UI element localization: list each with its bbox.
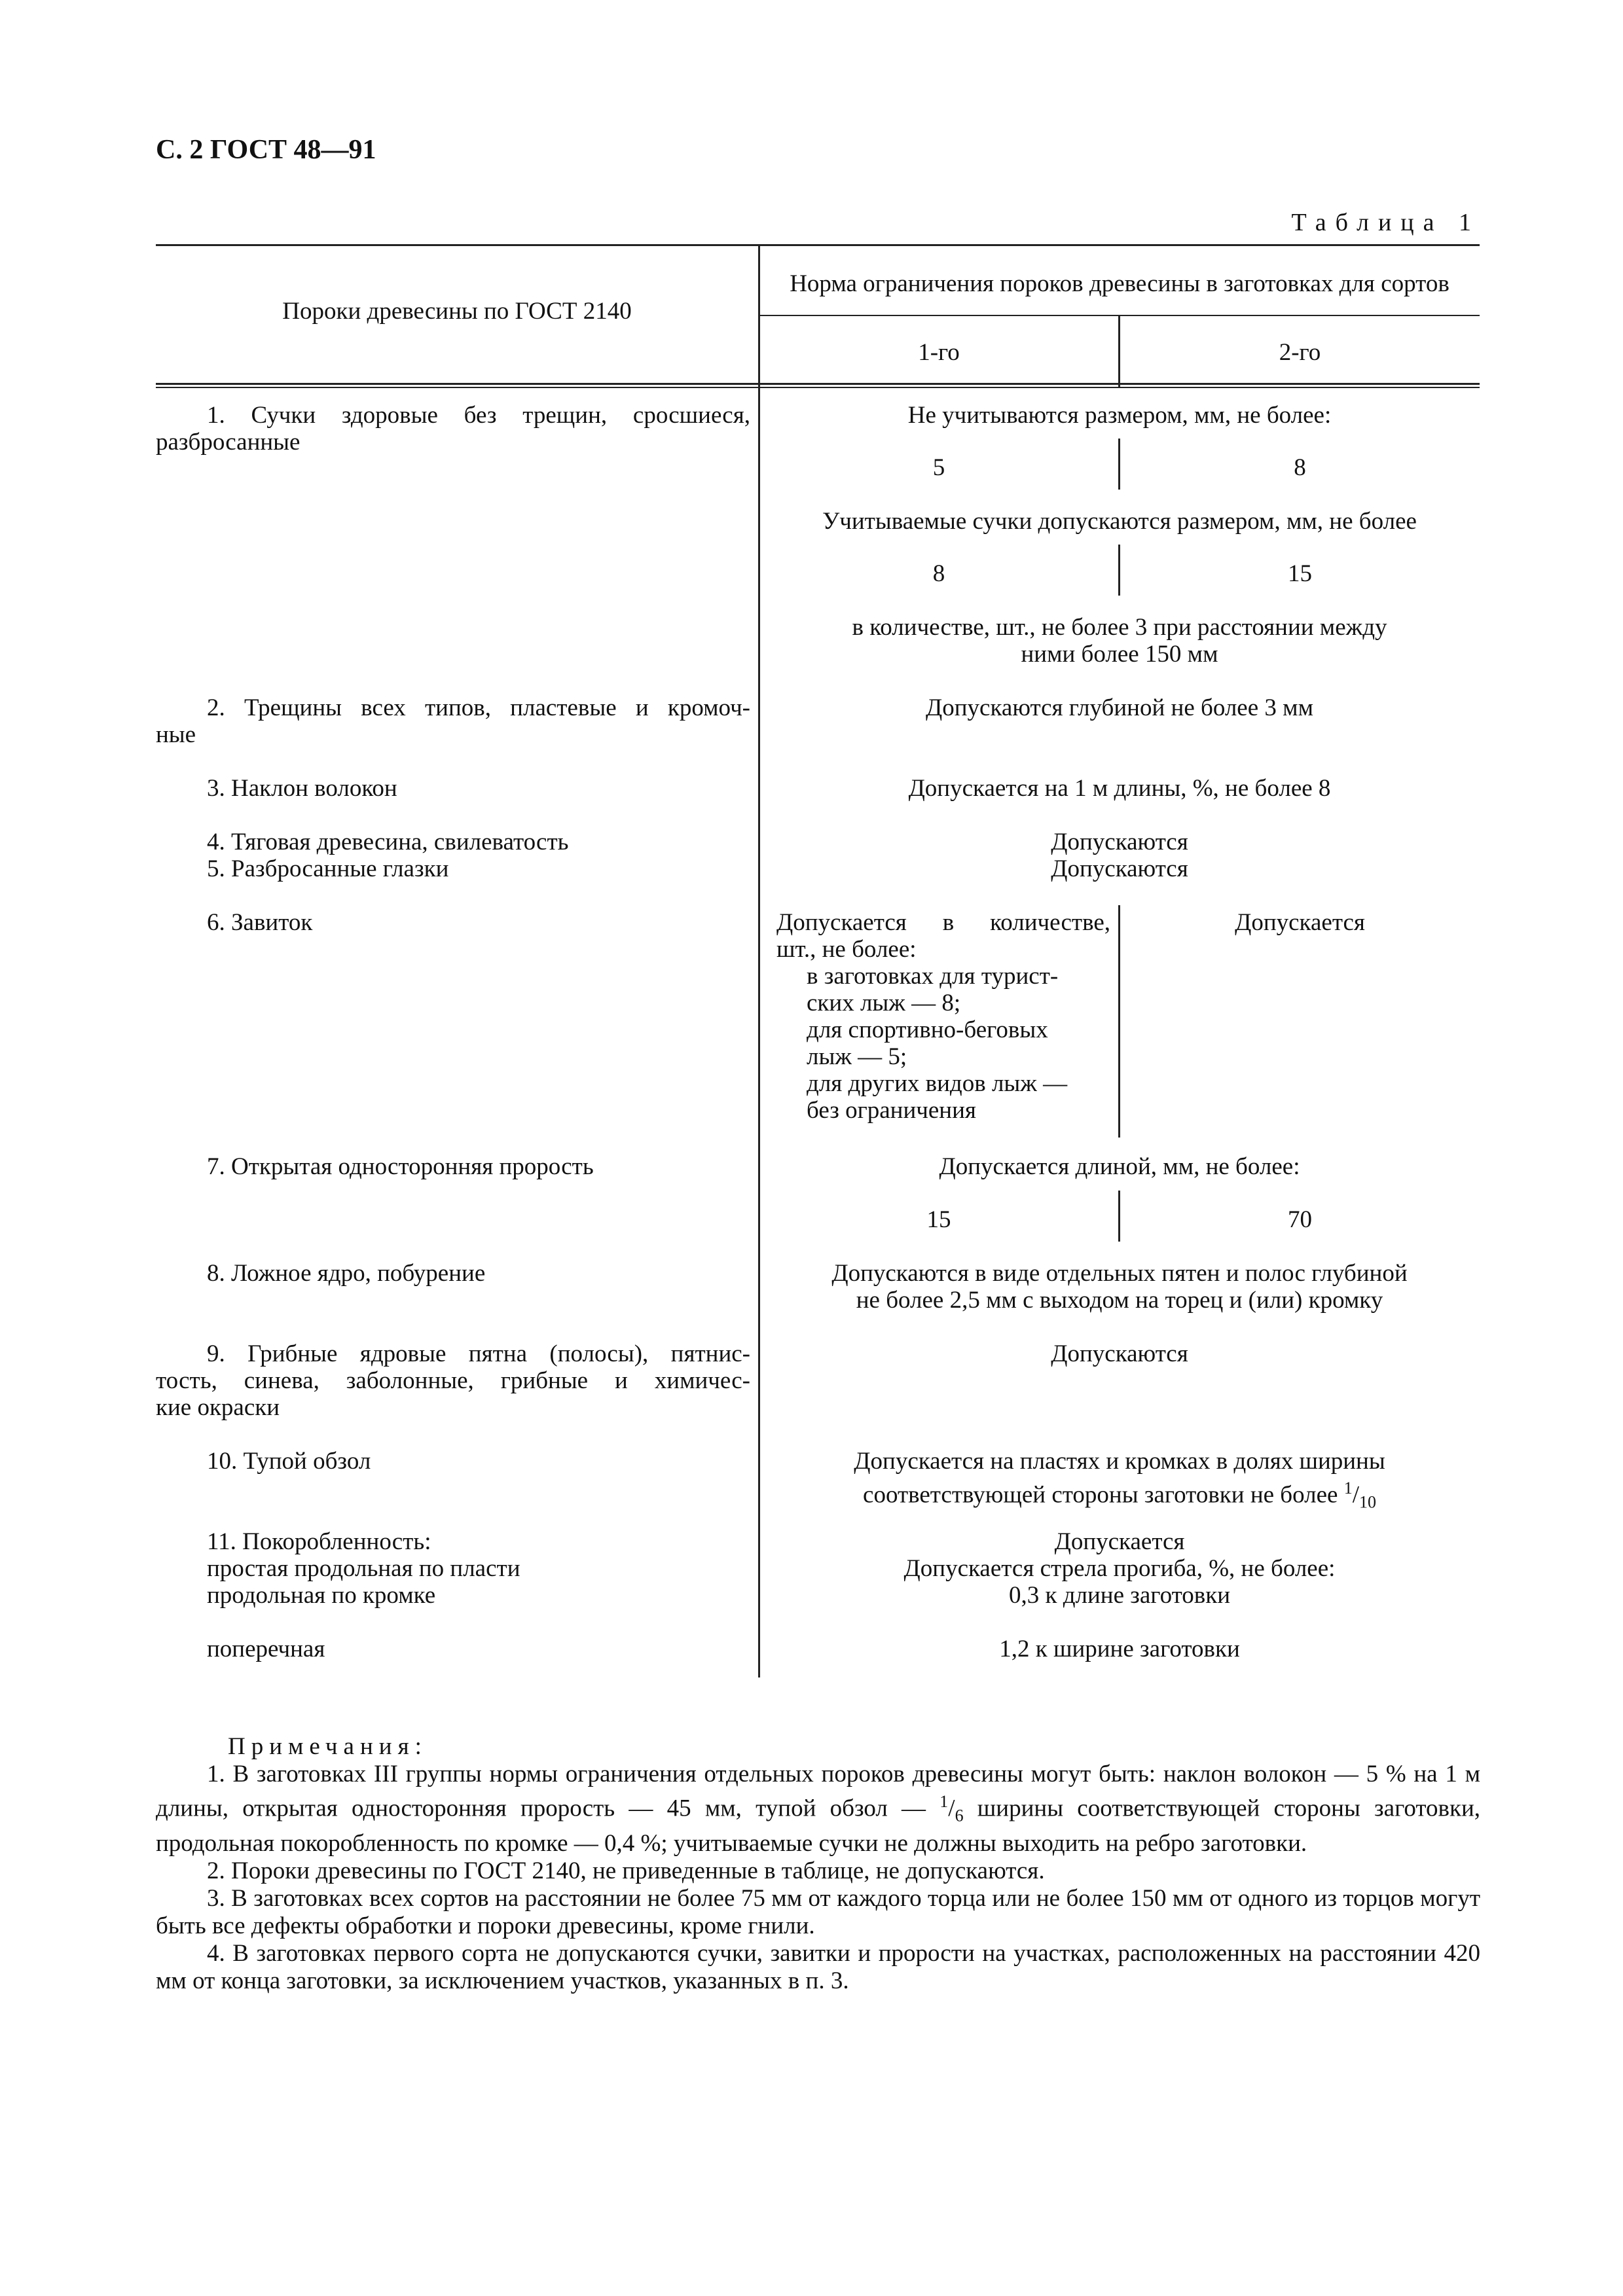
table-label: Таблица 1 xyxy=(1291,209,1480,236)
note-1 xyxy=(156,1761,1480,1857)
row7-norm: Допускается длиной, мм, не более: xyxy=(939,1153,1300,1180)
row7-value-grade1: 15 xyxy=(926,1206,951,1233)
row11-norm-line2: Допускается стрела прогиба, %, не более: xyxy=(903,1555,1336,1582)
header-bottom-rule-2 xyxy=(156,387,1480,388)
row2-defect-line1: 2. Трещины всех типов, пластевые и кромоч- xyxy=(207,694,750,721)
row1-norm3-line2: ними более 150 мм xyxy=(1021,641,1218,668)
table-top-rule xyxy=(156,244,1480,246)
notes-section xyxy=(156,1733,1480,1995)
row10-norm-line2 xyxy=(759,1475,1480,1516)
row11-norm-line1: Допускается xyxy=(1054,1528,1185,1555)
header-bottom-rule xyxy=(156,383,1480,385)
row10-fraction-slash: / xyxy=(1352,1481,1359,1509)
row6-divider xyxy=(1118,905,1120,1138)
row2-defect-line2: ные xyxy=(156,721,196,748)
row11-defect-line2: простая продольная по пласти xyxy=(207,1555,520,1582)
header-defects: Пороки древесины по ГОСТ 2140 xyxy=(282,298,632,325)
row6-grade1-line6: лыж — 5; xyxy=(807,1043,907,1070)
header-norm: Норма ограничения пороков древесины в заготовках для сортов xyxy=(790,270,1450,297)
row9-defect-line3: кие окраски xyxy=(156,1394,280,1421)
header-grade-1: 1-го xyxy=(918,339,960,366)
row6-grade1-line7: для других видов лыж — xyxy=(807,1070,1068,1097)
note-3: 3. В заготовках всех сортов на расстоянии не более 75 мм от каждого торца или не более 150 мм от одного из торцов могут быть все дефекты обработки и пороки древесины, кроме гнили. xyxy=(156,1884,1480,1939)
page-header: С. 2 ГОСТ 48—91 xyxy=(156,135,376,165)
row11-defect-line4: поперечная xyxy=(207,1636,325,1662)
row10-fraction-numerator: 1 xyxy=(1343,1479,1353,1498)
note-1-fraction-numerator: 1 xyxy=(939,1792,949,1811)
row3-defect: 3. Наклон волокон xyxy=(207,775,397,802)
row3-norm: Допускается на 1 м длины, %, не более 8 xyxy=(908,775,1331,802)
row5-defect: 5. Разбросанные глазки xyxy=(207,855,449,882)
row4-defect: 4. Тяговая древесина, свилеватость xyxy=(207,829,569,855)
row8-norm-line2: не более 2,5 мм с выходом на торец и (или) кромку xyxy=(856,1287,1383,1314)
notes-title: Примечания: xyxy=(228,1733,428,1760)
note-1-text-a: 1. В заготовках III группы нормы ограничения отдельных пороков древесины могут быть: наклон волокон — 5 % на 1 м длины, открытая односторонняя прорость — 45 мм, тупой обзол — xyxy=(156,1761,1480,1822)
row6-grade1-line8: без ограничения xyxy=(807,1097,976,1124)
row6-grade1-line2: шт., не более: xyxy=(776,936,917,963)
row10-norm-line2-text: соответствующей стороны заготовки не более xyxy=(863,1481,1338,1509)
row11-defect-line1: 11. Покоробленность: xyxy=(207,1528,431,1555)
row10-norm-line1: Допускается на пластях и кромках в долях ширины xyxy=(854,1448,1385,1475)
note-1-fraction-slash: / xyxy=(948,1795,955,1822)
row9-defect-line2: тость, синева, заболонные, грибные и химичес- xyxy=(156,1367,750,1394)
note-4: 4. В заготовках первого сорта не допускаются сучки, завитки и прорости на участках, расположенных на расстоянии 420 мм от конца заготовки, за исключением участков, указанных в п. 3. xyxy=(156,1939,1480,1994)
row11-defect-line3: продольная по кромке xyxy=(207,1582,436,1609)
row6-grade1-line3: в заготовках для турист- xyxy=(807,963,1059,990)
row4-norm: Допускаются xyxy=(1051,829,1188,855)
row6-grade1-line5: для спортивно-беговых xyxy=(807,1016,1048,1043)
row5-norm: Допускаются xyxy=(1051,855,1188,882)
row6-grade2: Допускается xyxy=(1235,909,1365,936)
row7-value-grade2: 70 xyxy=(1288,1206,1312,1233)
row2-norm: Допускаются глубиной не более 3 мм xyxy=(926,694,1313,721)
note-1-text-b: ширины соответствующей стороны заготовки, продольная покоробленность по кромке — 0,4 %; учитываемые сучки не должны выходить на ребро заготовки. xyxy=(156,1795,1481,1857)
row6-grade1-line4: ских лыж — 8; xyxy=(807,990,961,1016)
row1-value-grade1: 5 xyxy=(932,454,945,481)
header-grade-2: 2-го xyxy=(1279,339,1321,366)
row11-norm-line3: 0,3 к длине заготовки xyxy=(1008,1582,1231,1609)
row1-value-grade2: 8 xyxy=(1294,454,1306,481)
row10-defect: 10. Тупой обзол xyxy=(207,1448,371,1475)
row7-defect: 7. Открытая односторонняя прорость xyxy=(207,1153,594,1180)
row1-defect-line2: разбросанные xyxy=(156,429,301,456)
note-2: 2. Пороки древесины по ГОСТ 2140, не приведенные в таблице, не допускаются. xyxy=(207,1857,1045,1884)
row1-norm3-line1: в количестве, шт., не более 3 при расстоянии между xyxy=(852,614,1387,641)
note-1-fraction-denominator: 6 xyxy=(955,1806,964,1825)
row1-value2-grade2: 15 xyxy=(1288,560,1312,587)
row11-norm-line4: 1,2 к ширине заготовки xyxy=(999,1636,1240,1662)
row9-defect-line1: 9. Грибные ядровые пятна (полосы), пятнис- xyxy=(207,1340,750,1367)
row1-norm1: Не учитываются размером, мм, не более: xyxy=(907,402,1332,429)
row6-defect: 6. Завиток xyxy=(207,909,313,936)
row1-value2-grade1: 8 xyxy=(932,560,945,587)
row9-norm: Допускаются xyxy=(1051,1340,1188,1367)
row6-grade1-line1: Допускается в количестве, xyxy=(776,909,1110,936)
row10-fraction-denominator: 10 xyxy=(1359,1492,1376,1512)
row1-norm2: Учитываемые сучки допускаются размером, мм, не более xyxy=(822,508,1417,535)
row1-defect-line1: 1. Сучки здоровые без трещин, сросшиеся, xyxy=(207,402,750,429)
row8-norm-line1: Допускаются в виде отдельных пятен и полос глубиной xyxy=(831,1260,1408,1287)
row8-defect: 8. Ложное ядро, побурение xyxy=(207,1260,486,1287)
